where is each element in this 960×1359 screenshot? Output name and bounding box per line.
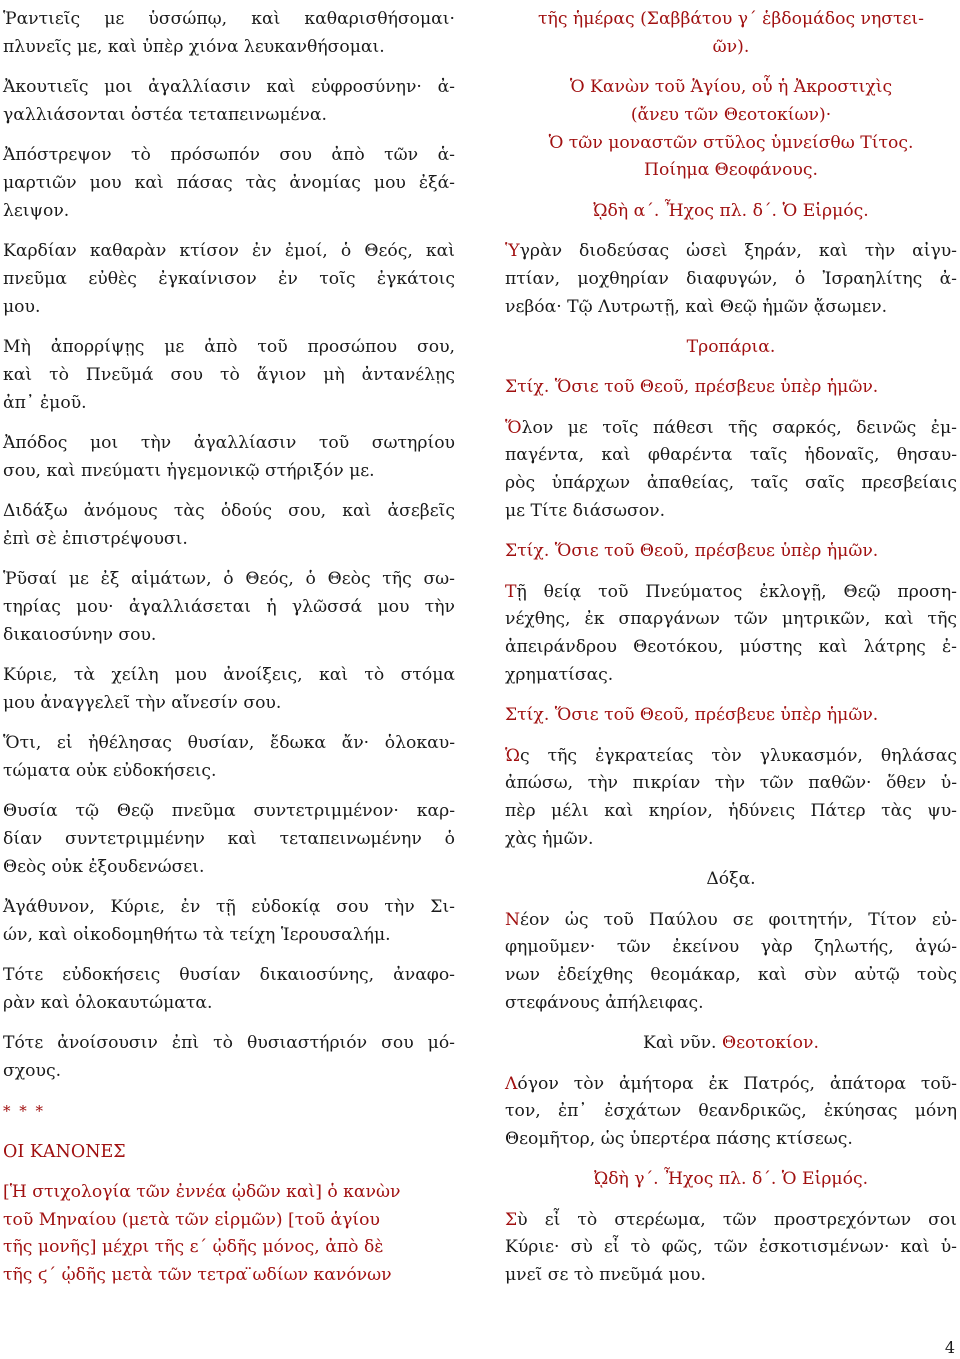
section-separator: * * *: [3, 1102, 46, 1121]
verse-p14: Τότε ἀνοίσουσιν ἐπὶ τὸ θυσιαστήριόν σου μό- σχους.: [3, 1033, 455, 1081]
page-number: 4: [944, 1338, 955, 1357]
verse-p5: Μὴ ἀπορρίψῃς με ἀπὸ τοῦ προσώπου σου, καὶ τὸ Πνεῦμά σου τὸ ἅγιον μὴ ἀντανέλῃς ἀπ᾿ ἐμοῦ.: [3, 336, 455, 413]
canon-title: Ὁ Κανὼν τοῦ Ἁγίου, οὗ ἡ Ἀκροστιχὶς (ἄνευ τῶν Θεοτοκίων)· Ὁ τῶν μοναστῶν στῦλος ὑμνείσθω Τίτος. Ποίημα Θεοφάνους.: [548, 77, 914, 181]
initial-letter: Ὅ: [505, 417, 522, 438]
verse-p12: Ἀγάθυνον, Κύριε, ἐν τῇ εὐδοκίᾳ σου τὴν Σι- ών, καὶ οἰκοδομηθήτω τὰ τείχη Ἱερουσαλήμ.: [3, 897, 455, 945]
initial-letter: Ὡ: [505, 745, 520, 766]
verse-p11: Θυσία τῷ Θεῷ πνεῦμα συντετριμμένον· καρ- δίαν συντετριμμένην καὶ τεταπεινωμένην ὁ Θεὸς οὐκ ἐξουδενώσει.: [3, 801, 455, 877]
theotokion-heading: Καὶ νῦν. Θεοτοκίον.: [643, 1033, 819, 1054]
initial-letter: Σ: [505, 1209, 518, 1230]
rubric-continuation: τῆς ἡμέρας (Σαββάτου γ΄ ἑβδομάδος νηστει- ῶν).: [538, 9, 924, 57]
verse-p2: Ἀκουτιεῖς μοι ἀγαλλίασιν καὶ εὐφροσύνην· ἀ- γαλλιάσονται ὀστέα τεταπεινωμένα.: [3, 77, 455, 125]
heirmos-ode-3: Σὺ εἶ τὸ στερέωμα, τῶν προστρεχόντων σοι Κύριε· σὺ εἶ τὸ φῶς, τῶν ἐσκοτισμένων· καὶ ὑ- μνεῖ σε τὸ πνεῦμά μου.: [505, 1209, 957, 1286]
verse-p4: Καρδίαν καθαρὰν κτίσον ἐν ἐμοί, ὁ Θεός, καὶ πνεῦμα εὐθὲς ἐγκαίνισον ἐν τοῖς ἐγκάτοις μου.: [3, 241, 455, 317]
rubric-note: [Ἡ στιχολογία τῶν ἐννέα ᾠδῶν καὶ] ὁ κανὼν τοῦ Μηναίου (μετὰ τῶν εἱρμῶν) [τοῦ ἁγίου τῆς μονῆς] μέχρι τῆς ε΄ ᾠδῆς μόνος, ἀπὸ δὲ τῆς ϛ΄ ᾠδῆς μετὰ τῶν τετρα ̈ωδίων κανόνων: [3, 1181, 401, 1286]
troparion-2: Τῇ θείᾳ τοῦ Πνεύματος ἐκλογῇ, Θεῷ προση- νέχθης, ἐκ σπαργάνων τῶν μητρικῶν, καὶ τῆς ἀπειράνδρου Θεοτόκου, μύστης καὶ λάτρης ἐ- χρηματίσας.: [505, 581, 957, 685]
stichos: Στίχ. Ὅσιε τοῦ Θεοῦ, πρέσβευε ὑπὲρ ἡμῶν.: [505, 705, 879, 726]
verse-p3: Ἀπόστρεψον τὸ πρόσωπόν σου ἀπὸ τῶν ἁ- μαρτιῶν μου καὶ πάσας τὰς ἀνομίας μου ἐξά- λειψον.: [3, 145, 455, 221]
stichos: Στίχ. Ὅσιε τοῦ Θεοῦ, πρέσβευε ὑπὲρ ἡμῶν.: [505, 541, 879, 562]
stichos: Στίχ. Ὅσιε τοῦ Θεοῦ, πρέσβευε ὑπὲρ ἡμῶν.: [505, 377, 879, 398]
verse-p13: Τότε εὐδοκήσεις θυσίαν δικαιοσύνης, ἀναφο- ρὰν καὶ ὁλοκαυτώματα.: [3, 965, 455, 1013]
troparion-1: Ὅλον με τοῖς πάθεσι τῆς σαρκός, δεινῶς ἐμ- παγέντα, καὶ φθαρέντα ταῖς ἡδοναῖς, θησαυ- ρὸς ὑπάρχων ἀπαθείας, ταῖς σαῖς πρεσβείαις με Τίτε διάσωσον.: [505, 417, 957, 521]
section-heading: ΟΙ ΚΑΝΟΝΕΣ: [3, 1141, 126, 1162]
verse-p7: Διδάξω ἀνόμους τὰς ὁδούς σου, καὶ ἀσεβεῖς ἐπὶ σὲ ἐπιστρέψουσι.: [3, 500, 455, 549]
verse-p10: Ὅτι, εἰ ἠθέλησας θυσίαν, ἔδωκα ἄν· ὁλοκαυ- τώματα οὐκ εὐδοκήσεις.: [3, 733, 455, 781]
right-column: [505, 6, 957, 1303]
verse-p6: Ἀπόδος μοι τὴν ἀγαλλίασιν τοῦ σωτηρίου σου, καὶ πνεύματι ἡγεμονικῷ στήριξόν με.: [3, 432, 455, 481]
ode-1-heading: ᾨδὴ α΄. Ἦχος πλ. δ΄. Ὁ Εἱρμός.: [593, 200, 869, 221]
verse-p1: Ῥαντιεῖς με ὑσσώπῳ, καὶ καθαρισθήσομαι· πλυνεῖς με, καὶ ὑπὲρ χιόνα λευκανθήσομαι.: [3, 9, 455, 57]
initial-letter: Τ: [505, 581, 517, 602]
verse-p9: Κύριε, τὰ χείλη μου ἀνοίξεις, καὶ τὸ στόμα μου ἀναγγελεῖ τὴν αἴνεσίν σου.: [3, 664, 455, 713]
initial-letter: Ν: [505, 909, 521, 930]
ode-3-heading: ᾨδὴ γ΄. Ἦχος πλ. δ΄. Ὁ Εἱρμός.: [593, 1169, 869, 1190]
verse-p8: Ῥῦσαί με ἐξ αἱμάτων, ὁ Θεός, ὁ Θεὸς τῆς σω- τηρίας μου· ἀγαλλιάσεται ἡ γλῶσσά μου τὴν δικαιοσύνην σου.: [3, 569, 455, 645]
heirmos-ode-1: Ὑγρὰν διοδεύσας ὡσεὶ ξηράν, καὶ τὴν αἰγυ- πτίαν, μοχθηρίαν διαφυγών, ὁ Ἰσραηλίτης ἀ- νεβόα· Τῷ Λυτρωτῇ, καὶ Θεῷ ἡμῶν ᾄσωμεν.: [505, 241, 957, 317]
troparion-3: Ὡς τῆς ἐγκρατείας τὸν γλυκασμόν, θηλάσας ἀπώσω, τὴν πικρίαν τὴν τῶν παθῶν· ὅθεν ὑ- πὲρ μέλι καὶ κηρίον, ἡδύνεις Πάτερ τὰς ψυ- χὰς ἡμῶν.: [505, 745, 957, 849]
initial-letter: Λ: [505, 1073, 518, 1094]
troparia-heading: Τροπάρια.: [686, 336, 776, 357]
doxa-heading: Δόξα.: [706, 869, 756, 890]
troparion-4: Νέον ὡς τοῦ Παύλου σε φοιτητήν, Τίτον εὐ- φημοῦμεν· τῶν ἐκείνου γὰρ ζηλωτής, ἀγώ- νων ἐδείχθης θεομάκαρ, καὶ σὺν αὐτῷ τοὺς στεφάνους ἀπήλειφας.: [505, 909, 957, 1013]
left-column: [3, 6, 455, 1303]
theotokion-text: Λόγον τὸν ἀμήτορα ἐκ Πατρός, ἀπάτορα τοῦ- τον, ἐπ᾿ ἐσχάτων θεανδρικῶς, ἐκύησας μόνη Θεομῆτορ, ὡς ὑπερτέρα πάσης κτίσεως.: [505, 1073, 957, 1150]
initial-letter: Ὑ: [505, 241, 520, 262]
